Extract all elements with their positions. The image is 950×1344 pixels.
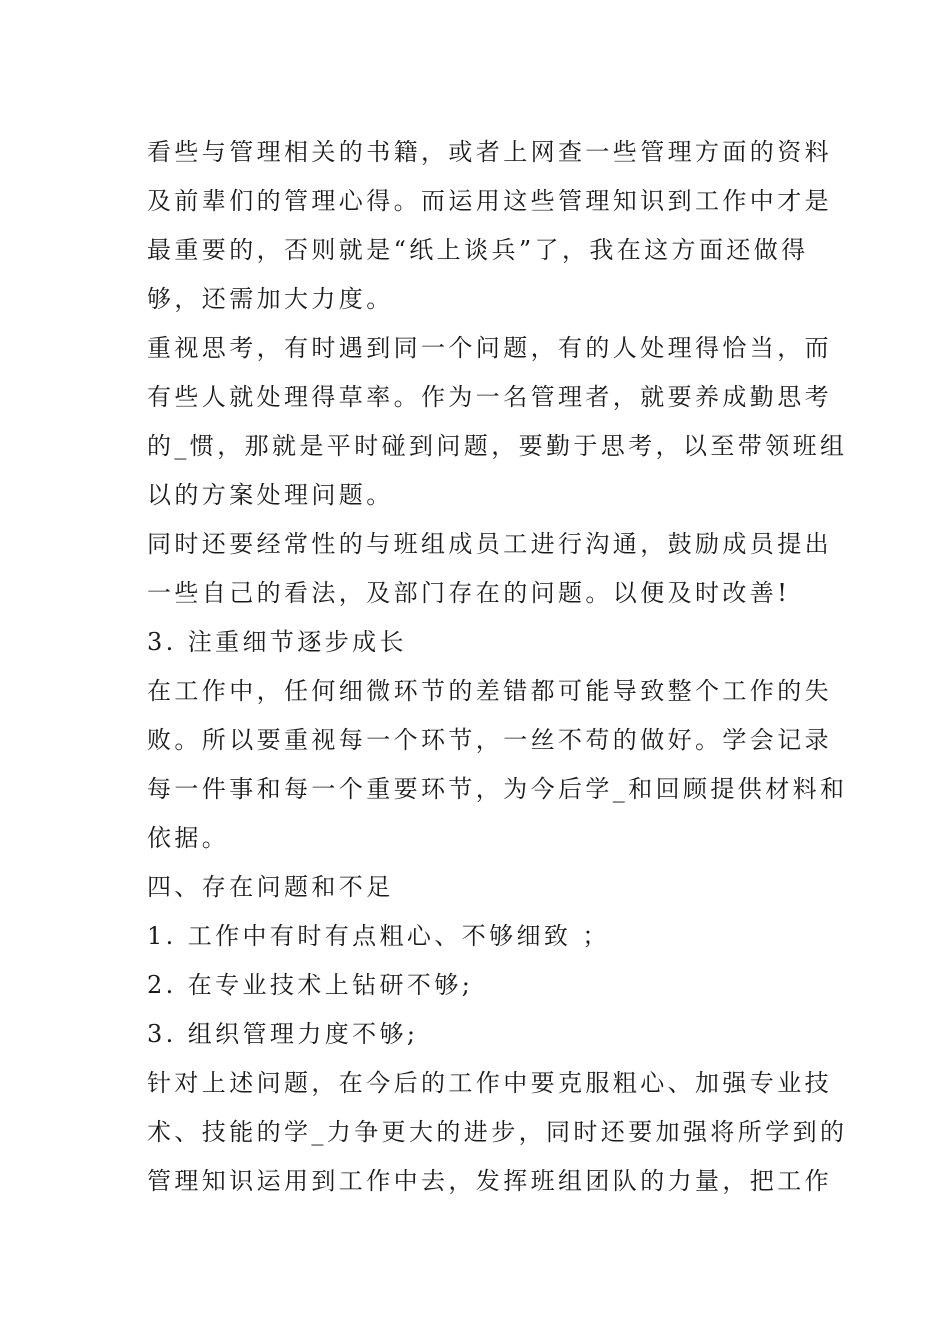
text-line: 管理知识运用到工作中去，发挥班组团队的力量，把工作 bbox=[147, 1167, 832, 1195]
text-line: 同时还要经常性的与班组成员工进行沟通，鼓励成员提出 bbox=[147, 530, 832, 558]
list-item: 1. 工作中有时有点粗心、不够细致 ； bbox=[147, 922, 610, 950]
text-line: 的_惯，那就是平时碰到问题，要勤于思考，以至带领班组 bbox=[147, 432, 848, 460]
text-line: 针对上述问题，在今后的工作中要克服粗心、加强专业技 bbox=[147, 1069, 832, 1097]
text-line: 以的方案处理问题。 bbox=[147, 481, 394, 509]
list-item: 3. 组织管理力度不够; bbox=[147, 1020, 419, 1048]
text-line: 看些与管理相关的书籍，或者上网查一些管理方面的资料 bbox=[147, 138, 832, 166]
text-line: 有些人就处理得草率。作为一名管理者，就要养成勤思考 bbox=[147, 383, 832, 411]
text-line: 术、技能的学_力争更大的进步，同时还要加强将所学到的 bbox=[147, 1118, 848, 1146]
text-line: 及前辈们的管理心得。而运用这些管理知识到工作中才是 bbox=[147, 187, 832, 215]
text-line: 够，还需加大力度。 bbox=[147, 285, 394, 313]
text-line: 依据。 bbox=[147, 824, 230, 852]
text-line: 一些自己的看法，及部门存在的问题。以便及时改善! bbox=[147, 579, 791, 607]
text-line: 每一件事和每一个重要环节，为今后学_和回顾提供材料和 bbox=[147, 775, 848, 803]
section-heading: 3. 注重细节逐步成长 bbox=[147, 628, 407, 656]
document-body bbox=[147, 128, 848, 1206]
section-heading: 四、存在问题和不足 bbox=[147, 873, 394, 901]
text-line: 败。所以要重视每一个环节，一丝不苟的做好。学会记录 bbox=[147, 726, 832, 754]
list-item: 2. 在专业技术上钻研不够; bbox=[147, 971, 474, 999]
text-line: 最重要的，否则就是“纸上谈兵”了，我在这方面还做得 bbox=[147, 236, 809, 264]
text-line: 在工作中，任何细微环节的差错都可能导致整个工作的失 bbox=[147, 677, 832, 705]
text-line: 重视思考，有时遇到同一个问题，有的人处理得恰当，而 bbox=[147, 334, 832, 362]
